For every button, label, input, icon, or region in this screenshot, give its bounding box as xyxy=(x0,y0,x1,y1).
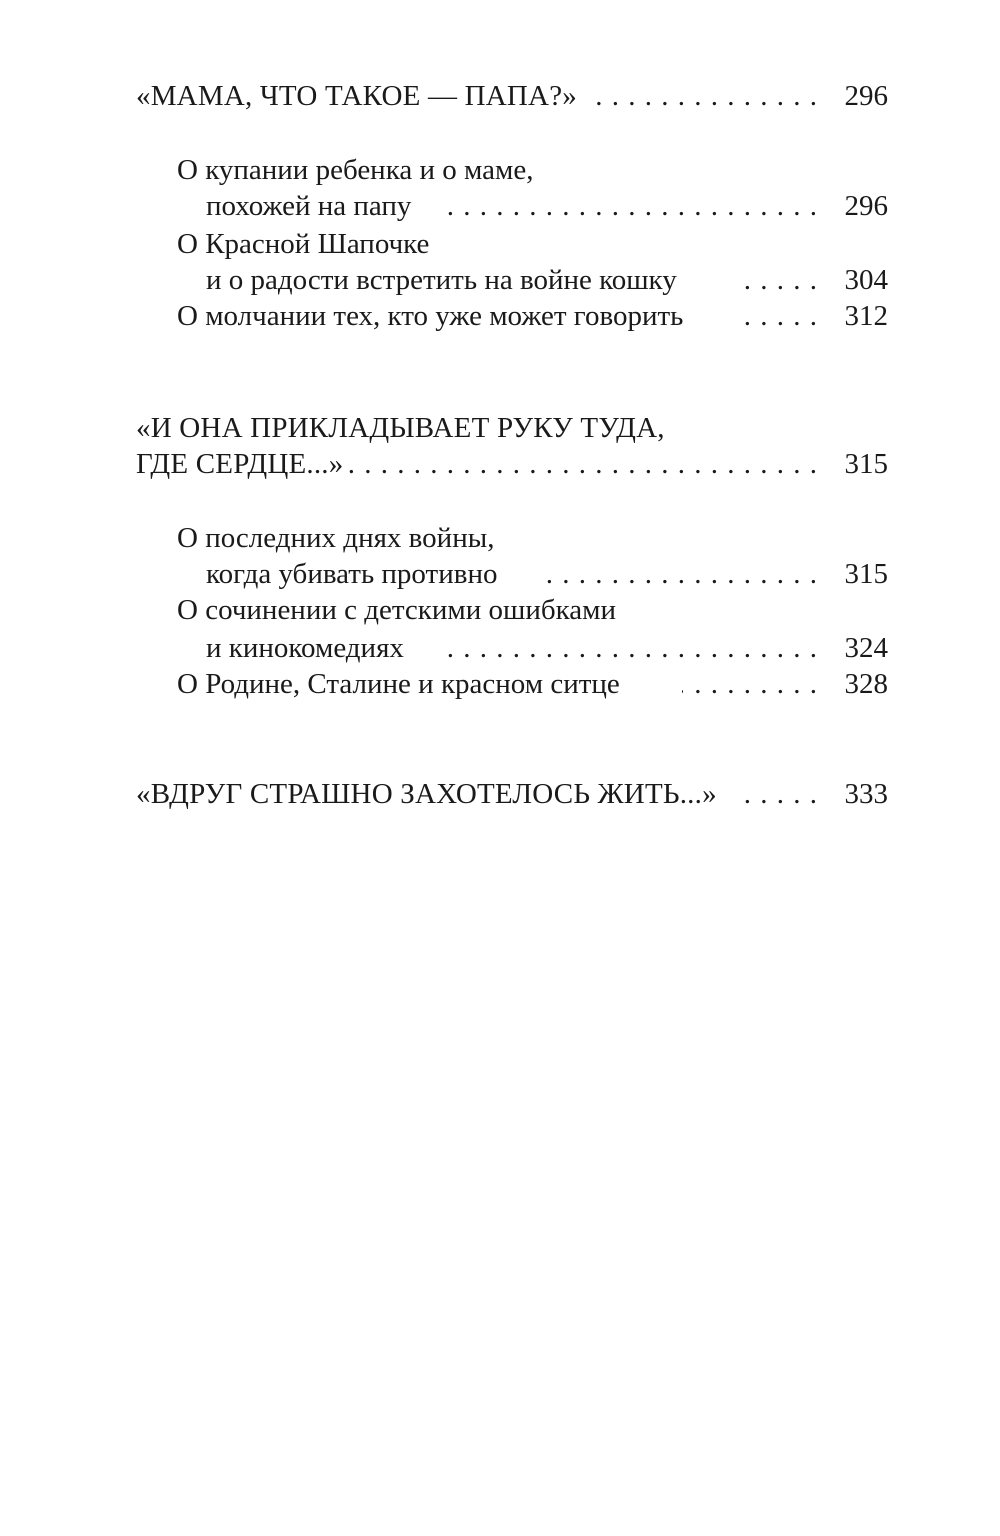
toc-entry xyxy=(0,150,1000,190)
toc-entry-continuation xyxy=(0,186,1000,226)
entry-title: О молчании тех, кто уже может говорить xyxy=(177,300,684,332)
dot-leader xyxy=(740,774,818,814)
entry-title: О сочинении с детскими ошибками xyxy=(177,594,616,626)
page-number: 315 xyxy=(844,448,888,480)
section-title: «МАМА, ЧТО ТАКОЕ — ПАПА?» xyxy=(136,80,577,112)
toc-entry xyxy=(0,224,1000,264)
page-number: 296 xyxy=(844,190,888,222)
entry-title: О Красной Шапочке xyxy=(177,228,430,260)
dot-leader xyxy=(442,186,818,226)
toc-section-heading xyxy=(0,76,1000,116)
page-number: 333 xyxy=(844,778,888,810)
entry-title: О купании ребенка и о маме, xyxy=(177,154,534,186)
dot-leader xyxy=(745,296,818,336)
page-number: 304 xyxy=(844,264,888,296)
page-number: 324 xyxy=(844,632,888,664)
entry-title-cont: когда убивать противно xyxy=(206,558,498,590)
entry-title-cont: и о радости встретить на войне кошку xyxy=(206,264,677,296)
toc-entry xyxy=(0,518,1000,558)
section-title: «ВДРУГ СТРАШНО ЗАХОТЕЛОСЬ ЖИТЬ...» xyxy=(136,778,717,810)
dot-leader xyxy=(446,628,818,668)
toc-section-heading xyxy=(0,774,1000,814)
dot-leader xyxy=(745,260,818,300)
toc-entry-continuation xyxy=(0,260,1000,300)
dot-leader xyxy=(586,76,818,116)
page-number: 312 xyxy=(844,300,888,332)
toc-entry-continuation xyxy=(0,628,1000,668)
toc-entry xyxy=(0,590,1000,630)
toc-section-heading xyxy=(0,408,1000,448)
dot-leader xyxy=(546,554,818,594)
toc-entry xyxy=(0,296,1000,336)
toc-section-heading-continuation xyxy=(0,444,1000,484)
page-number: 328 xyxy=(844,668,888,700)
entry-title: О последних днях войны, xyxy=(177,522,495,554)
page-number: 315 xyxy=(844,558,888,590)
toc-entry xyxy=(0,664,1000,704)
section-title-cont: ГДЕ СЕРДЦЕ...» xyxy=(136,448,344,480)
entry-title-cont: похожей на папу xyxy=(206,190,412,222)
section-title: «И ОНА ПРИКЛАДЫВАЕТ РУКУ ТУДА, xyxy=(136,412,665,444)
dot-leader xyxy=(682,664,818,704)
entry-title-cont: и кинокомедиях xyxy=(206,632,404,664)
dot-leader xyxy=(348,444,818,484)
page-number: 296 xyxy=(844,80,888,112)
toc-entry-continuation xyxy=(0,554,1000,594)
entry-title: О Родине, Сталине и красном ситце xyxy=(177,668,620,700)
